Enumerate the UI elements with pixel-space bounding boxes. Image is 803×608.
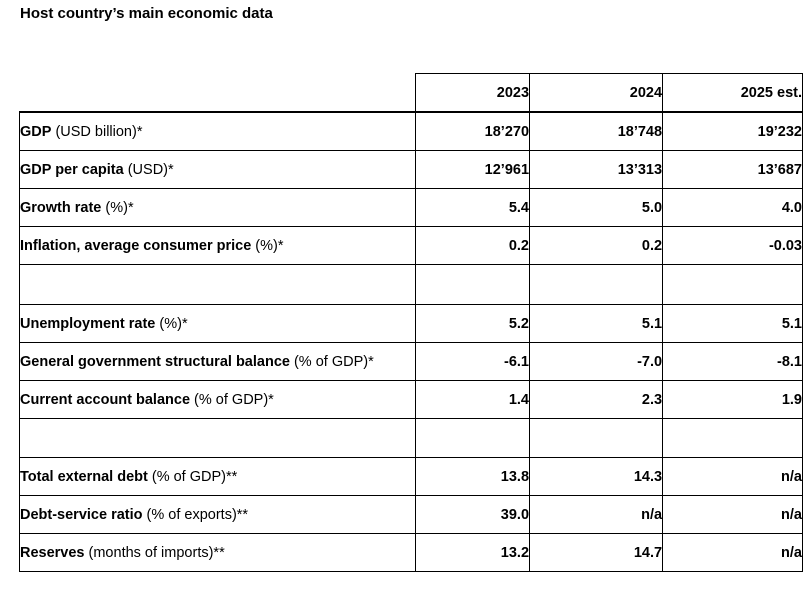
cell-2024: 14.3 <box>530 458 663 496</box>
cell-2023: -6.1 <box>415 343 529 381</box>
row-label: Reserves (months of imports)** <box>20 534 416 572</box>
cell-2024: 14.7 <box>530 534 663 572</box>
row-label: Debt-service ratio (% of exports)** <box>20 496 416 534</box>
cell-2025-est: n/a <box>663 458 803 496</box>
cell-2023: 12’961 <box>415 151 529 189</box>
table-row-inflation <box>20 227 803 265</box>
table-row-growth-rate <box>20 189 803 227</box>
spacer-cell <box>20 265 416 305</box>
table-row-gdp-per-capita <box>20 151 803 189</box>
table-row-external-debt <box>20 458 803 496</box>
cell-2023: 13.8 <box>415 458 529 496</box>
spacer-cell <box>663 265 803 305</box>
row-label: General government structural balance (% of GDP)* <box>20 343 416 381</box>
column-header-2024: 2024 <box>530 74 663 113</box>
cell-2023: 39.0 <box>415 496 529 534</box>
spacer-cell <box>530 419 663 458</box>
cell-2024: 5.0 <box>530 189 663 227</box>
cell-2023: 13.2 <box>415 534 529 572</box>
row-label: GDP per capita (USD)* <box>20 151 416 189</box>
cell-2025-est: -0.03 <box>663 227 803 265</box>
cell-2025-est: 13’687 <box>663 151 803 189</box>
cell-2024: 2.3 <box>530 381 663 419</box>
spacer-cell <box>415 265 529 305</box>
cell-2024: 13’313 <box>530 151 663 189</box>
spacer-cell <box>663 419 803 458</box>
table-row-reserves <box>20 534 803 572</box>
row-label: GDP (USD billion)* <box>20 112 416 151</box>
header-corner-cell <box>20 74 416 113</box>
table-row-current-account <box>20 381 803 419</box>
cell-2023: 5.4 <box>415 189 529 227</box>
row-label: Unemployment rate (%)* <box>20 305 416 343</box>
cell-2025-est: n/a <box>663 496 803 534</box>
table-row-debt-service-ratio <box>20 496 803 534</box>
cell-2025-est: n/a <box>663 534 803 572</box>
cell-2025-est: -8.1 <box>663 343 803 381</box>
cell-2023: 18’270 <box>415 112 529 151</box>
row-label: Inflation, average consumer price (%)* <box>20 227 416 265</box>
cell-2024: 5.1 <box>530 305 663 343</box>
cell-2025-est: 5.1 <box>663 305 803 343</box>
cell-2025-est: 19’232 <box>663 112 803 151</box>
table-row-structural-balance <box>20 343 803 381</box>
row-label: Growth rate (%)* <box>20 189 416 227</box>
cell-2024: 18’748 <box>530 112 663 151</box>
spacer-cell <box>20 419 416 458</box>
row-label: Total external debt (% of GDP)** <box>20 458 416 496</box>
row-label: Current account balance (% of GDP)* <box>20 381 416 419</box>
table-spacer-row <box>20 419 803 458</box>
cell-2023: 0.2 <box>415 227 529 265</box>
economic-data-table <box>19 73 803 572</box>
spacer-cell <box>530 265 663 305</box>
cell-2024: -7.0 <box>530 343 663 381</box>
cell-2024: n/a <box>530 496 663 534</box>
cell-2023: 5.2 <box>415 305 529 343</box>
table-header-row <box>20 74 803 113</box>
table-spacer-row <box>20 265 803 305</box>
cell-2025-est: 4.0 <box>663 189 803 227</box>
column-header-2023: 2023 <box>415 74 529 113</box>
table-row-unemployment <box>20 305 803 343</box>
spacer-cell <box>415 419 529 458</box>
cell-2023: 1.4 <box>415 381 529 419</box>
cell-2025-est: 1.9 <box>663 381 803 419</box>
column-header-2025-est: 2025 est. <box>663 74 803 113</box>
page-title: Host country’s main economic data <box>20 5 273 22</box>
table-row-gdp <box>20 112 803 151</box>
cell-2024: 0.2 <box>530 227 663 265</box>
